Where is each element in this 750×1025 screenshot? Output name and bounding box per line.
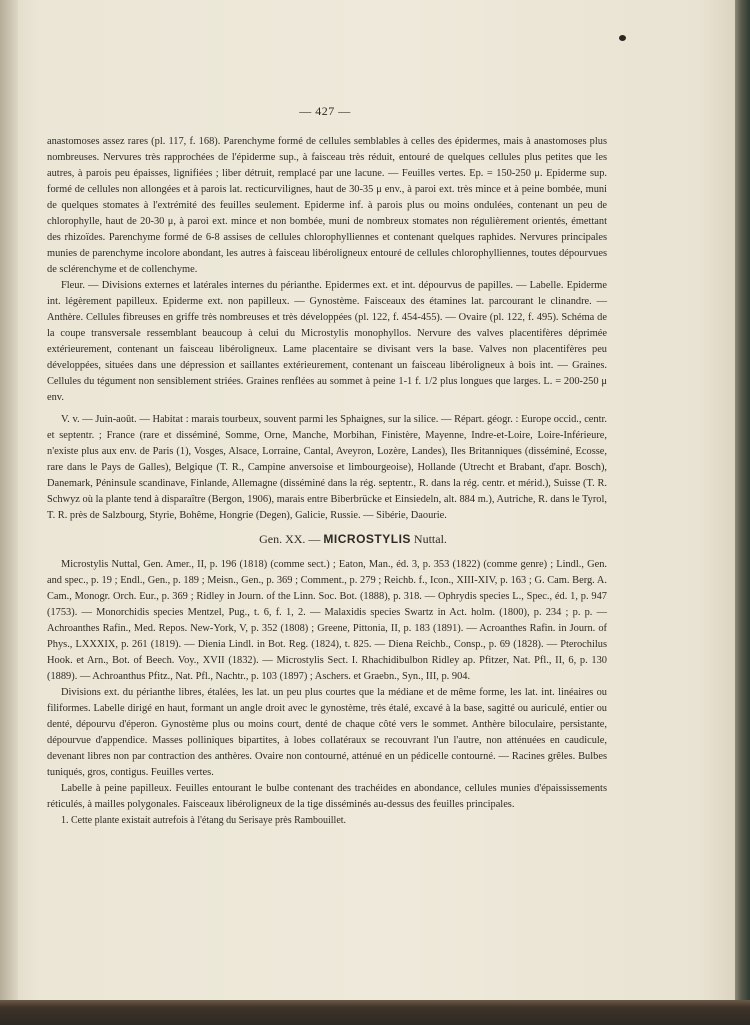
book-edge bbox=[735, 0, 750, 1000]
ink-spot bbox=[619, 35, 626, 41]
paragraph-habitat: V. v. — Juin-août. — Habitat : marais tourbeux, souvent parmi les Sphaignes, sur la silice. — Répart. géogr. : Europe occid., centr. et septentr. ; France (rare et disséminé, Somme, Orne, Manche, Morbihan, Finistère, Mayenne, Indre-et-Loire, Loire-Inférieure, n'existe plus aux env. de Paris (1), Vosges, Alsace, Lorraine, Cantal, Aveyron, Lozère, Landes), Iles Britanniques (disséminé, Ecosse, rare dans le Pays de Galles), Belgique (T. R., Campine anversoise et limbourgeoise), Hollande (Utrecht et Brabant, d'apr. Bosch), Danemark, Péninsule scandinave, Finlande, Allemagne (disséminé dans la rég. septentr., R. dans la rég. centr. et mérid.), Suisse (T. R. Schwyz où la plante tend à disparaître (Bergon, 1906), marais entre Biberbrücke et Einsiedeln, alt. 884 m.), Autriche, R. dans le Tyrol, T. R. près de Salzbourg, Styrie, Bohême, Hongrie (Degen), Galicie, Russie. — Sibérie, Daourie. bbox=[47, 414, 607, 521]
paragraph-epiderm: anastomoses assez rares (pl. 117, f. 168). Parenchyme formé de cellules semblables à celles des épidermes, mais à anastomoses plus nombreuses. Nervures très rapprochées de l'épiderme sup., à faisceau très réduit, entouré de quelques cellules plus petites que les autres, à parois peu épaisses, lignifiées ; liber détruit, remplacé par une lacune. — Feuilles vertes. Ep. = 150-250 μ. Epiderme sup. formé de cellules non allongées et à parois lat. recticurvilignes, haut de 30-35 μ env., à paroi ext. très mince et à peine bombée, muni de quelques stomates à l'extrémité des feuilles seulement. Epiderme inf. à parois plus ou moins ondulées, contenant un peu de chlorophylle, haut de 20-30 μ, à paroi ext. mince et non bombée, muni de nombreux stomates non régulièrement orientés, émettant des rhizoïdes. Parenchyme formé de 6-8 assises de cellules chlorophylliennes et contenant quelques raphides. Nervures principales munies de parenchyme incolore abondant, les autres à faisceau libéroligneux entouré de cellules chlorophylliennes, toutes dépourvues de sclérenchyme et de collenchyme. bbox=[47, 136, 607, 275]
page-number: — 427 — bbox=[299, 104, 351, 118]
genus-prefix: Gen. XX. — bbox=[259, 532, 321, 546]
paragraph-synonymy: Microstylis Nuttal, Gen. Amer., II, p. 196 (1818) (comme sect.) ; Eaton, Man., éd. 3, p. 353 (1822) (comme genre) ; Lindl., Gen. and spec., p. 19 ; Endl., Gen., p. 189 ; Meisn., Gen., p. 369 ; Comment., p. 279 ; Reichb. f., Icon., XIII-XIV, p. 163 ; G. Cam. Berg. A. Cam., Monogr. Orch. Eur., p. 369 ; Ridley in Journ. of the Linn. Soc. Bot. (1888), p. 318. — Ophrydis species L., Spec., éd. 1, p. 947 (1753). — Monorchidis species Mentzel, Pug., t. 6, f. 1, 2. — Malaxidis species Swartz in Act. holm. (1800), p. 234 ; p. p. — Achroanthes Rafin., Med. Repos. New-York, V, p. 352 (1808) ; Greene, Pittonia, II, p. 183 (1891). — Acroanthes Rafin. in Journ. of Phys., LXXXIX, p. 261 (1819). — Dienia Lindl. in Bot. Reg. (1824), t. 825. — Diena Reichb., Consp., p. 69 (1828). — Pterochilus Hook. et Arn., Bot. of Beech. Voy., XVII (1832). — Microstylis Sect. I. Rhachidibulbon Ridley ap. Pfitzer, Nat. Pfl., II, 6, p. 130 (1889). — Achroanthus Pfitz., Nat. Pfl., Nachtr., p. 103 (1897) ; Aschers. et Graebn., Syn., III, p. 904. bbox=[47, 559, 607, 682]
paragraph-flower: Fleur. — Divisions externes et latérales internes du périanthe. Epidermes ext. et int. dépourvus de papilles. — Labelle. Epiderme int. légèrement papilleux. Epiderme ext. non papilleux. — Gynostème. Faisceaux des étamines lat. parcourant le clinandre. — Anthère. Cellules fibreuses en griffe très nombreuses et très développées (pl. 122, f. 454-455). — Ovaire (pl. 122, f. 495). Schéma de la coupe transversale ressemblant beaucoup à celui du Microstylis monophyllos. Nervure des valves placentifères déprimée extérieurement, contenant un faisceau libéroligneux. Lame placentaire se divisant vers la base. Valves non placentifères peu développées, situées dans une dépression et saillantes extérieurement, contenant un faisceau libéroligneux à bois int. — Graines. Cellules du tégument non sensiblement striées. Graines renflées au sommet à peine 1-1 f. 1/2 plus longues que larges. L. = 200-250 μ env. bbox=[47, 280, 607, 403]
paragraph-anatomy: Labelle à peine papilleux. Feuilles entourant le bulbe contenant des trachéides en abondance, cellules munies d'épaississements réticulés, à mailles polygonales. Faisceaux libéroligneux de la tige disséminés au-dessus des feuilles principales. bbox=[47, 783, 607, 810]
page-body bbox=[47, 134, 607, 829]
genus-name: MICROSTYLIS bbox=[323, 532, 411, 546]
paragraph-description: Divisions ext. du périanthe libres, étalées, les lat. un peu plus courtes que la médiane et de même forme, les lat. int. linéaires ou filiformes. Labelle dirigé en haut, formant un angle droit avec le gynostème, très étalé, excavé à la base, sagitté ou auriculé, entier ou denté, dépourvu d'éperon. Gynostème plus ou moins court, denté de chaque côté vers le sommet. Anthère biloculaire, persistante, dépourvue d'appendice. Masses polliniques bipartites, à lobes collatéraux se recouvrant l'un l'autre, non atténuées en caudicule, devenant libres non par contraction des anthères. Ovaire non contourné, atténué en un pédicelle contourné. — Racines grêles. Bulbes tuniqués, gros, contigus. Feuilles vertes. bbox=[47, 687, 607, 778]
genus-author: Nuttal. bbox=[413, 532, 447, 546]
page-gutter bbox=[0, 0, 18, 1000]
footnote: 1. Cette plante existait autrefois à l'étang du Serisaye près Rambouillet. bbox=[61, 815, 347, 826]
book-cover-bottom bbox=[0, 1000, 750, 1025]
genus-heading bbox=[99, 531, 607, 547]
